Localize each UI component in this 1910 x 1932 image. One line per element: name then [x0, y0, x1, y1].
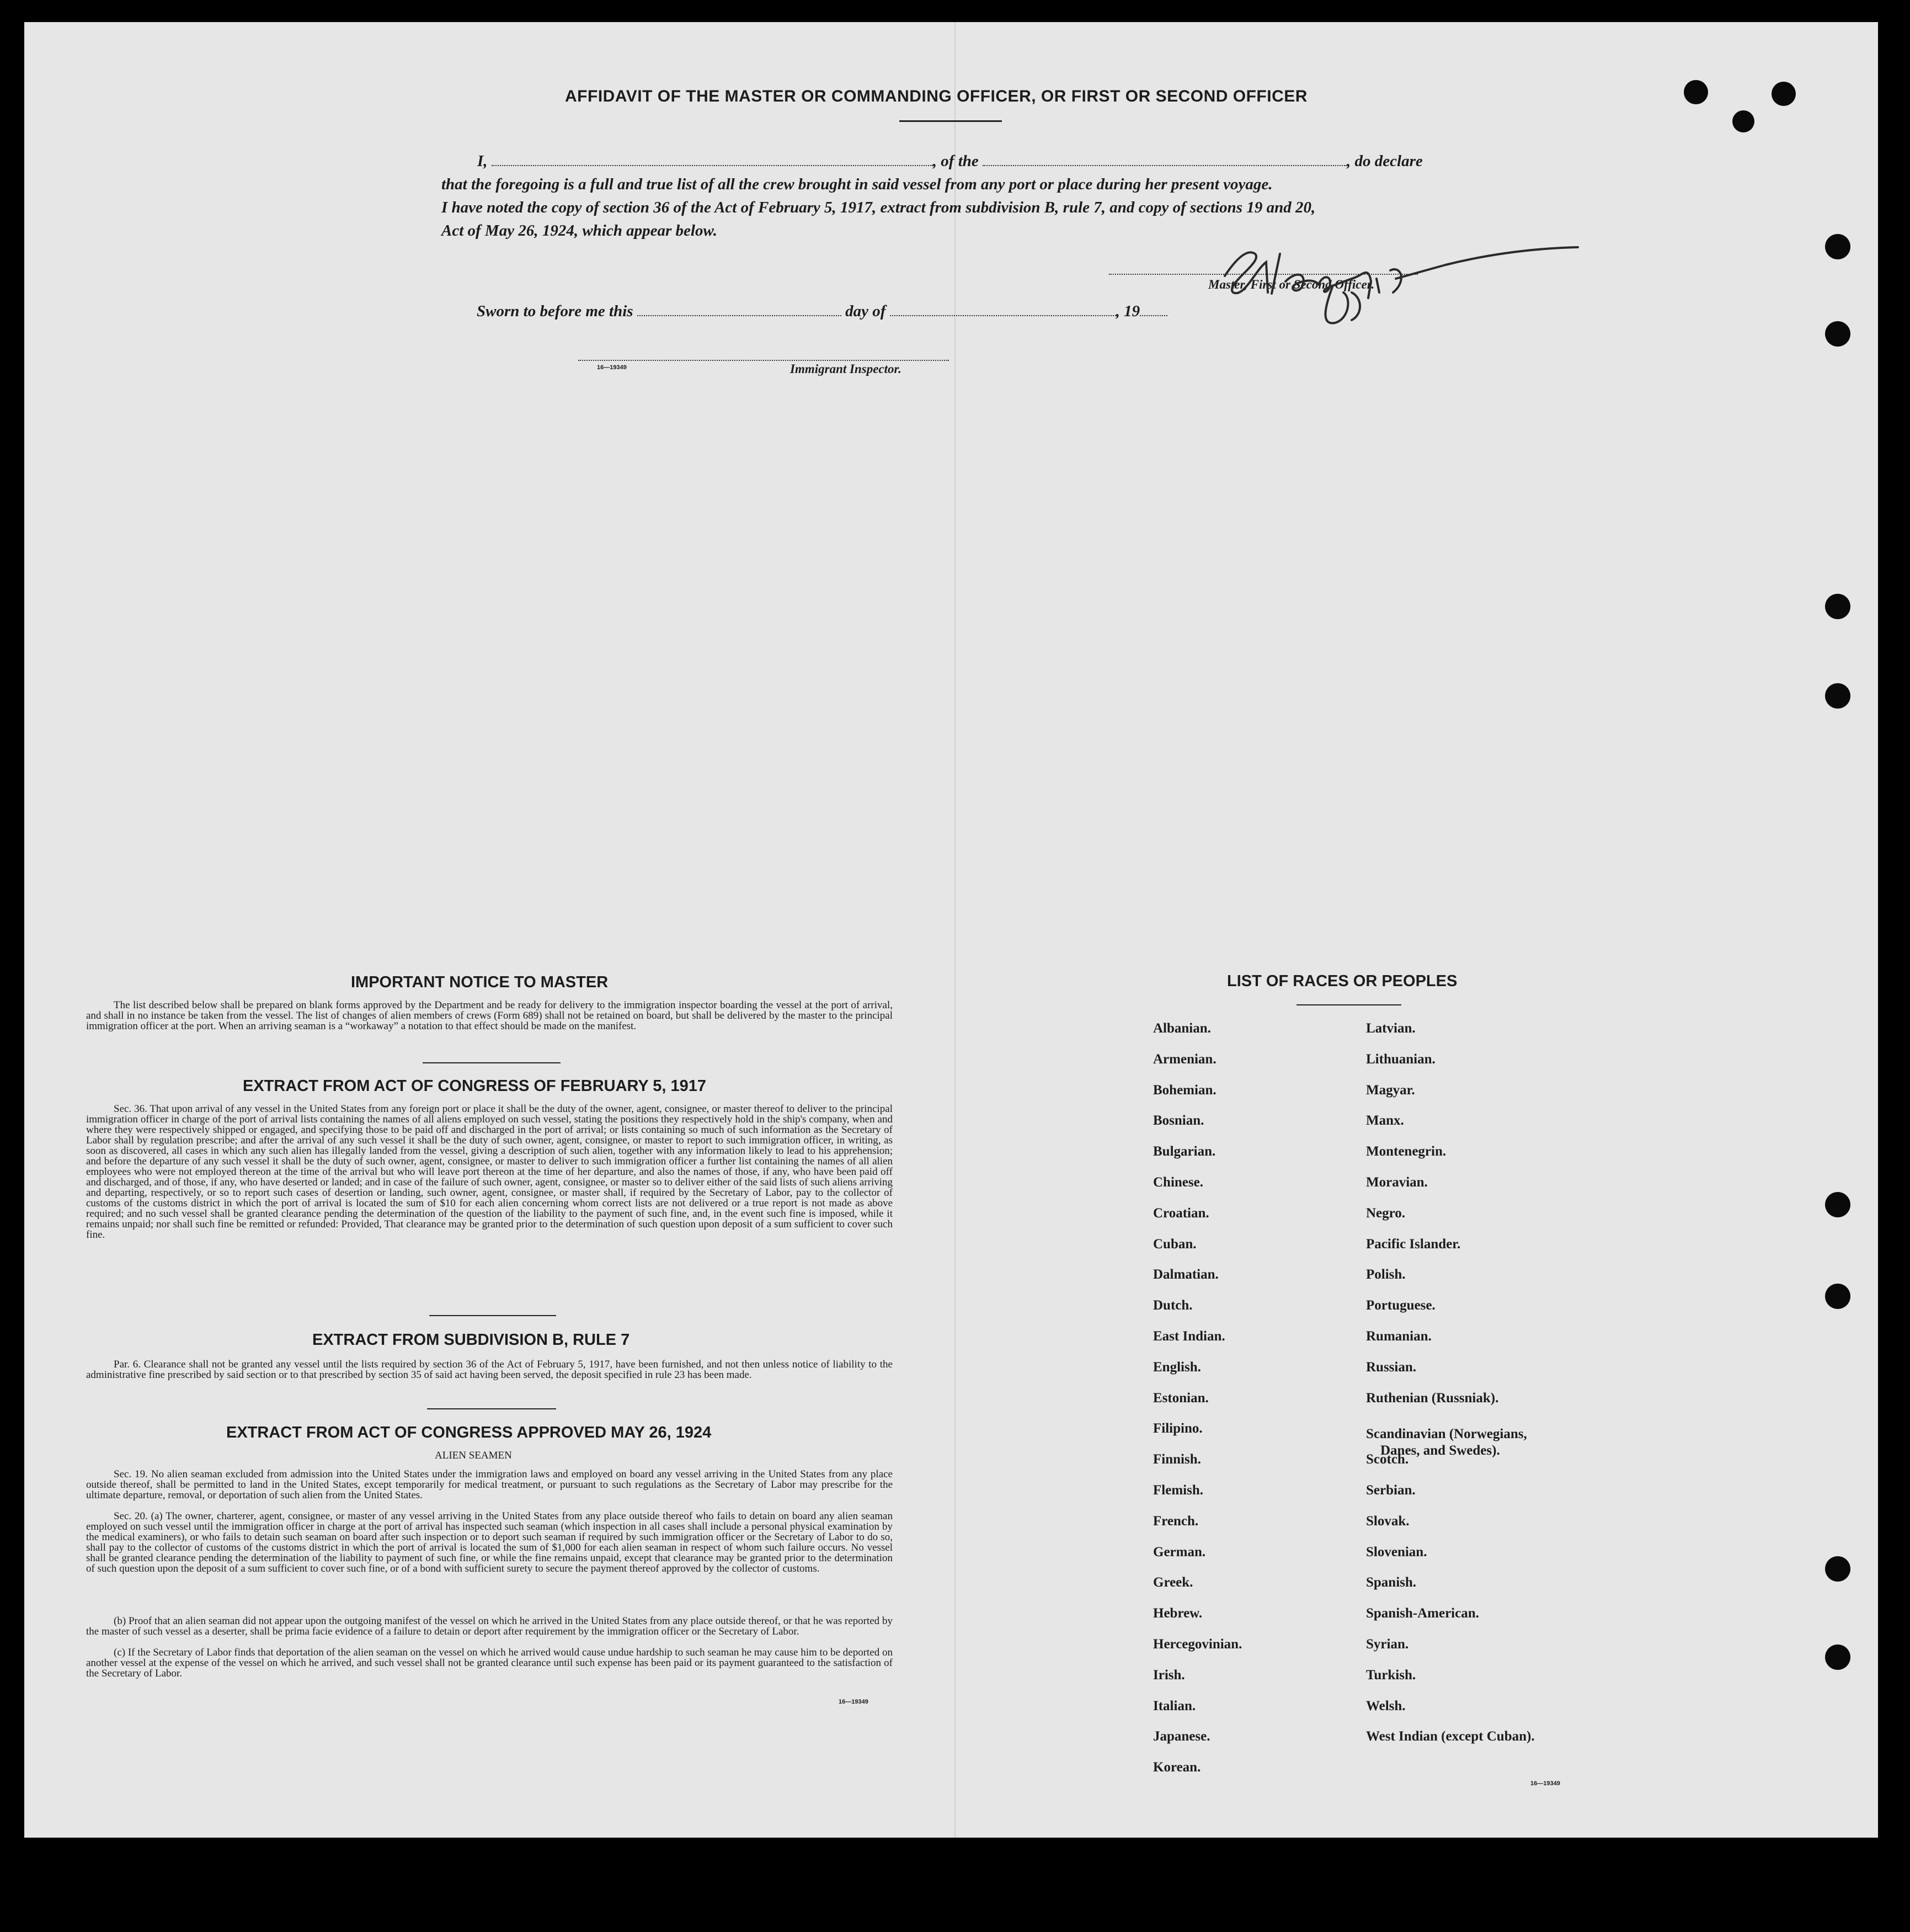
race-item: Latvian. — [1366, 1021, 1416, 1036]
sworn-label: Sworn to before me this — [477, 302, 633, 320]
race-item: Moravian. — [1366, 1175, 1428, 1190]
race-item: Albanian. — [1153, 1021, 1211, 1036]
race-item: Turkish. — [1366, 1667, 1416, 1683]
punch-hole — [1732, 110, 1754, 132]
sworn-year-field[interactable] — [1140, 312, 1167, 316]
race-item: Dutch. — [1153, 1298, 1193, 1313]
race-item: Bosnian. — [1153, 1113, 1204, 1129]
section-rule — [429, 1315, 556, 1316]
punch-hole — [1684, 80, 1708, 104]
inspector-signature-line[interactable] — [578, 356, 949, 361]
race-item: Lithuanian. — [1366, 1051, 1436, 1067]
vessel-field[interactable] — [983, 162, 1347, 166]
sec-20c-text: (c) If the Secretary of Labor finds that deportation of the alien seaman on the vessel on which he arrived would cause undue hardship to such seaman he may cause him to be deported on another vessel at the expense of the vessel on which he arrived, and such vessel shall not be granted clearance until such expense has been paid or its payment guaranteed to the satisfaction of the Secretary of Labor. — [86, 1647, 893, 1679]
race-item: West Indian (except Cuban). — [1366, 1729, 1535, 1744]
master-label: Master, First or Second Officer. — [1208, 278, 1375, 291]
day-of-label: day of — [845, 302, 886, 320]
affidavit-line-1 — [477, 152, 1423, 171]
race-item: Filipino. — [1153, 1421, 1203, 1436]
race-item: Hebrew. — [1153, 1606, 1203, 1621]
affidavit-title: AFFIDAVIT OF THE MASTER OR COMMANDING OFFICER, OR FIRST OR SECOND OFFICER — [565, 87, 1308, 105]
race-item: Estonian. — [1153, 1390, 1209, 1406]
affidavit-line-4: Act of May 26, 1924, which appear below. — [441, 222, 717, 239]
extract-1917-text: Sec. 36. That upon arrival of any vessel in the United States from any foreign port or place it shall be the duty of the owner, agent, consignee, or master thereof to deliver to the principal immigration officer in charge of the port of arrival lists containing the names of all aliens employed on such vessel, stating the positions they respectively hold in the ship's company, when and where they were respectively shipped or engaged, and specifying those to be paid off and discharged in the port of arrival; or lists containing so much of such information as the Secretary of Labor shall by regulation prescribe; and after the arrival of any such vessel it shall be the duty of such owner, agent, consignee, or master to report to such immigration officer, in writing, as soon as discovered, all cases in which any such alien has illegally landed from the vessel, giving a description of such alien, together with any information likely to lead to his apprehension; and before the departure of any such vessel it shall be the duty of such owner, agent, consignee, or master to deliver to such immigration officer a further list containing the names of all alien employees who were not employed thereon at the time of the arrival but who will leave port thereon at the time of her departure, and also the names of those, if any, who have been paid off and discharged, and of those, if any, who have deserted or landed; and in case of the failure of such owner, agent, consignee, or master so to deliver either of the said lists of such aliens arriving and departing, respectively, or so to report such cases of desertion or landing, such owner, agent, consignee, or master shall, if required by the Secretary of Labor, pay to the collector of customs of the customs district in which the port of arrival is located the sum of $10 for each alien concerning whom correct lists are not delivered or a true report is not made as above required; and no such vessel shall be granted clearance pending the determination of the question of the liability to the payment of such fine, and, in the event such fine is imposed, while it remains unpaid; nor shall such fine be remitted or refunded: Provided, That clearance may be granted prior to the determination of such question upon deposit of a sum sufficient to cover such fine. — [86, 1103, 893, 1241]
affidavit-of-the: , of the — [932, 152, 979, 170]
race-item: French. — [1153, 1513, 1199, 1529]
race-item: Bulgarian. — [1153, 1144, 1216, 1159]
races-title: LIST OF RACES OR PEOPLES — [1227, 972, 1458, 990]
race-item: Montenegrin. — [1366, 1144, 1447, 1159]
race-item: Italian. — [1153, 1698, 1196, 1713]
name-field[interactable] — [492, 162, 933, 166]
race-item: Hercegovinian. — [1153, 1637, 1242, 1652]
race-item: Russian. — [1366, 1359, 1417, 1375]
race-item: Irish. — [1153, 1667, 1185, 1683]
section-rule — [423, 1062, 561, 1063]
race-item: Flemish. — [1153, 1483, 1203, 1498]
form-number-right: 16—19349 — [1530, 1780, 1560, 1787]
punch-hole — [1825, 321, 1850, 347]
sworn-month-field[interactable] — [890, 312, 1116, 316]
punch-hole — [1825, 234, 1850, 259]
race-item: Danes, and Swedes). — [1380, 1443, 1500, 1459]
race-item: Dalmatian. — [1153, 1267, 1219, 1282]
race-item: Korean. — [1153, 1760, 1201, 1775]
race-item: Syrian. — [1366, 1637, 1409, 1652]
sworn-day-field[interactable] — [637, 312, 841, 316]
extract-1917-title: EXTRACT FROM ACT OF CONGRESS OF FEBRUARY 5, 1917 — [243, 1077, 707, 1095]
race-item: Chinese. — [1153, 1175, 1203, 1190]
race-item: English. — [1153, 1359, 1201, 1375]
race-item: Slovenian. — [1366, 1544, 1427, 1560]
inspector-label: Immigrant Inspector. — [790, 362, 901, 376]
subdivision-b-text: Par. 6. Clearance shall not be granted any vessel until the lists required by section 36 of the Act of February 5, 1917, have been furnished, and not then unless notice of liability to the administrative fine prescribed by said section or to that prescribed by section 35 of said act having been served, the deposit specified in rule 23 has been made. — [86, 1359, 893, 1381]
notice-text: The list described below shall be prepared on blank forms approved by the Department and be ready for delivery to the immigration inspector boarding the vessel at the port of arrival, and shall in no instance be taken from the vessel. The list of changes of alien members of crews (Form 689) shall not be retained on board, but shall be delivered by the master to the principal immigration officer at the port. When an arriving seaman is a “workaway” a notation to that effect should be made on the manifest. — [86, 999, 893, 1032]
punch-hole — [1825, 1644, 1850, 1670]
race-item: Scandinavian (Norwegians, — [1366, 1427, 1527, 1442]
race-item: Magyar. — [1366, 1082, 1415, 1098]
affidavit-i: I, — [477, 152, 488, 170]
page-fold — [954, 22, 956, 1838]
section-rule — [427, 1408, 556, 1409]
race-item: Welsh. — [1366, 1698, 1406, 1713]
race-item: Spanish-American. — [1366, 1606, 1479, 1621]
race-item: Spanish. — [1366, 1575, 1417, 1590]
race-item: Croatian. — [1153, 1205, 1209, 1221]
form-number-top: 16—19349 — [597, 364, 627, 371]
race-item: Portuguese. — [1366, 1298, 1436, 1313]
punch-hole — [1772, 82, 1796, 106]
title-rule — [899, 120, 1002, 122]
race-item: Polish. — [1366, 1267, 1406, 1282]
punch-hole — [1825, 594, 1850, 619]
race-item: Scotch. — [1366, 1452, 1409, 1467]
affidavit-line-3: I have noted the copy of section 36 of the Act of February 5, 1917, extract from subdivision B, rule 7, and copy of sections 19 and 20, — [441, 199, 1316, 216]
alien-seamen-subtitle: ALIEN SEAMEN — [435, 1450, 512, 1461]
sec-19-text: Sec. 19. No alien seaman excluded from admission into the United States under the immigration laws and employed on board any vessel arriving in the United States from any place outside thereof, shall be permitted to land in the United States, except temporarily for medical treatment, or pursuant to such regulations as the Secretary of Labor may prescribe for the ultimate departure, removal, or deportation of such alien from the United States. — [86, 1468, 893, 1501]
race-item: East Indian. — [1153, 1329, 1225, 1344]
sworn-line — [477, 302, 1167, 321]
extract-1924-title: EXTRACT FROM ACT OF CONGRESS APPROVED MAY 26, 1924 — [226, 1424, 712, 1441]
punch-hole — [1825, 1556, 1850, 1582]
race-item: Finnish. — [1153, 1452, 1201, 1467]
race-item: Pacific Islander. — [1366, 1236, 1461, 1252]
sec-20a-text: Sec. 20. (a) The owner, charterer, agent, consignee, or master of any vessel arriving in the United States from any place outside thereof who fails to detain on board any alien seaman employed on such vessel until the immigration officer in charge at the port of arrival has inspected such seaman (which inspection in all cases shall include a personal physical examination by the medical examiners), or who fails to detain such seaman on board after such inspection or to deport such seaman if required by such immigration officer or the Secretary of Labor to do so, shall pay to the collector of customs of the customs district in which the port of arrival is located the sum of $1,000 for each alien seaman in respect of whom such failure occurs. No vessel shall be granted clearance pending the determination of the liability to payment of such fine, or while the fine remains unpaid, except that clearance may be granted prior to the determination of such question upon the deposit of a sum sufficient to cover such fine, or of a bond with sufficient surety to secure the payment thereof approved by the collector of customs. — [86, 1510, 893, 1574]
handwritten-signature — [1203, 232, 1600, 331]
subdivision-b-title: EXTRACT FROM SUBDIVISION B, RULE 7 — [312, 1331, 630, 1349]
race-item: Serbian. — [1366, 1483, 1416, 1498]
race-item: Negro. — [1366, 1205, 1406, 1221]
race-item: Slovak. — [1366, 1513, 1410, 1529]
race-item: Cuban. — [1153, 1236, 1197, 1252]
race-item: Manx. — [1366, 1113, 1404, 1129]
race-item: Armenian. — [1153, 1051, 1217, 1067]
race-item: Japanese. — [1153, 1729, 1210, 1744]
race-item: Greek. — [1153, 1575, 1193, 1590]
punch-hole — [1825, 1192, 1850, 1217]
affidavit-do-declare: , do declare — [1347, 152, 1423, 170]
race-item: German. — [1153, 1544, 1206, 1560]
punch-hole — [1825, 683, 1850, 709]
sec-20b-text: (b) Proof that an alien seaman did not appear upon the outgoing manifest of the vessel on which he arrived in the United States from any place outside thereof, or that he was reported by the master of such vessel as a deserter, shall be prima facie evidence of a failure to detain or deport after requirement by the immigration officer or the Secretary of Labor. — [86, 1615, 893, 1637]
race-item: Rumanian. — [1366, 1329, 1432, 1344]
form-number-left: 16—19349 — [839, 1699, 868, 1705]
affidavit-line-2: that the foregoing is a full and true list of all the crew brought in said vessel from any port or place during her present voyage. — [441, 175, 1273, 193]
notice-title: IMPORTANT NOTICE TO MASTER — [351, 973, 609, 991]
race-item: Ruthenian (Russniak). — [1366, 1390, 1499, 1406]
punch-hole — [1825, 1284, 1850, 1309]
races-rule — [1297, 1004, 1401, 1005]
race-item: Bohemian. — [1153, 1082, 1217, 1098]
year-label: , 19 — [1116, 302, 1140, 320]
